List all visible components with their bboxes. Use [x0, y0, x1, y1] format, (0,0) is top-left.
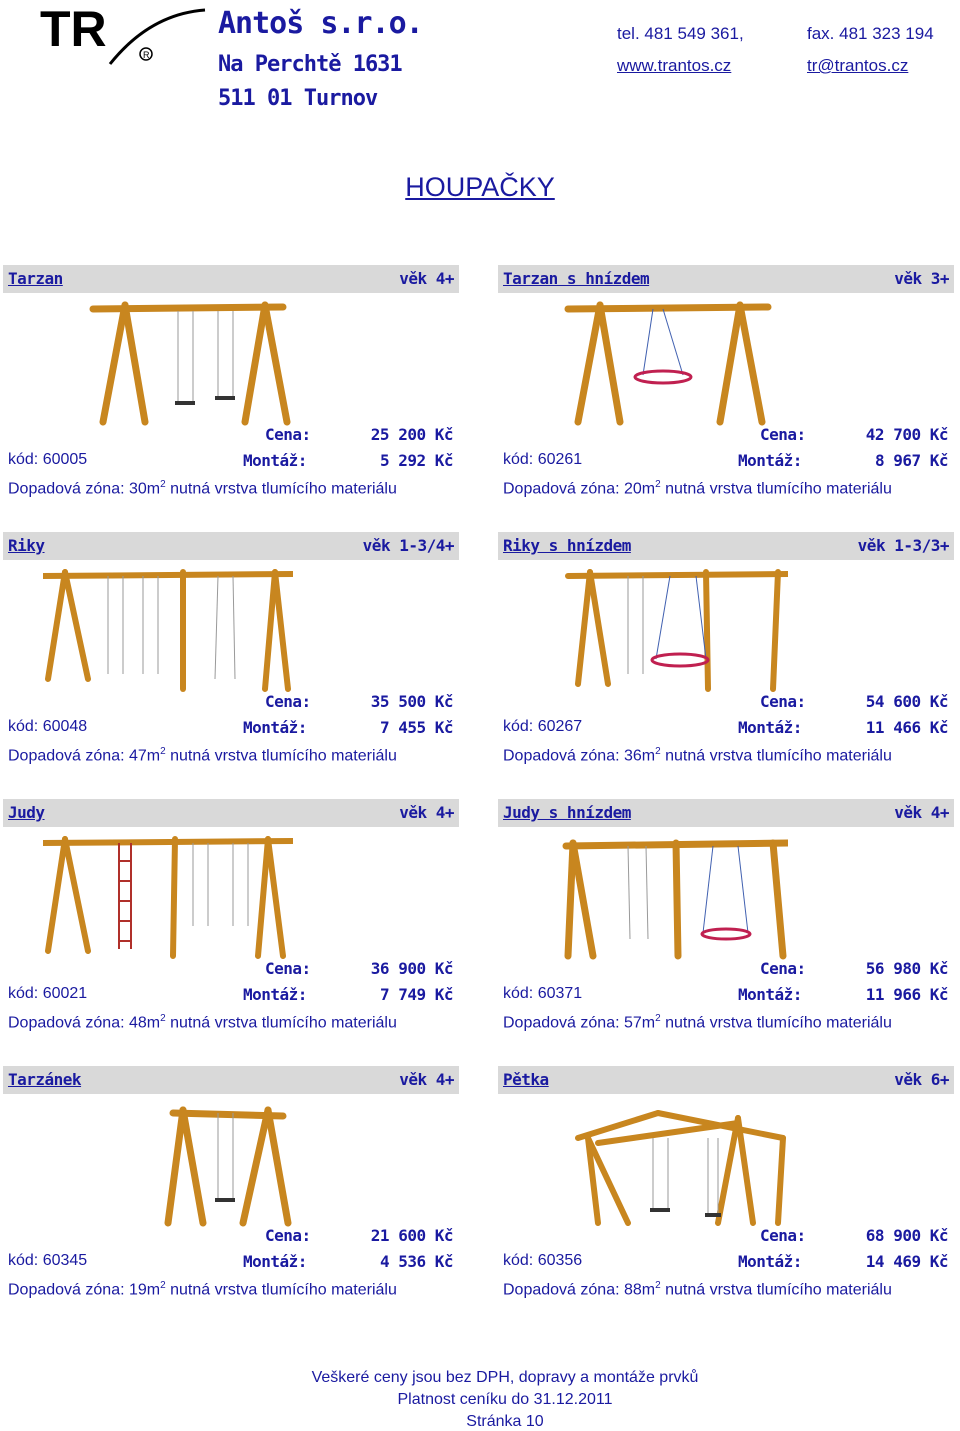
product-code: kód: 60356: [503, 1252, 583, 1269]
price-value: 36 900 Kč: [370, 959, 453, 978]
footer-note: Veškeré ceny jsou bez DPH, dopravy a montáže prvků: [311, 1369, 699, 1386]
product-age: věk 1-3/4+: [362, 536, 454, 555]
product-card: [498, 799, 954, 1044]
product-code: kód: 60048: [8, 718, 88, 735]
product-age: věk 3+: [894, 269, 949, 288]
product-card: [498, 1066, 954, 1311]
page-number: Stránka 10: [466, 1413, 544, 1430]
price-label: Cena:: [760, 1226, 806, 1245]
phone: tel. 481 549 361,: [617, 24, 744, 43]
impact-zone: Dopadová zóna: $20m^2$ nutná vrstva tlumícího materiálu: [503, 479, 892, 498]
impact-zone: Dopadová zóna: $88m^2$ nutná vrstva tlumícího materiálu: [503, 1280, 892, 1299]
price-value: 25 200 Kč: [370, 425, 453, 444]
impact-zone: Dopadová zóna: $19m^2$ nutná vrstva tlumícího materiálu: [8, 1280, 397, 1299]
company-street: Na Perchtě 1631: [218, 52, 402, 77]
product-card: [498, 532, 954, 777]
assembly-label: Montáž:: [738, 451, 802, 470]
swing-image: [43, 564, 293, 694]
svg-text:TR: TR: [40, 4, 107, 57]
price-value: 42 700 Kč: [865, 425, 948, 444]
product-age: věk 1-3/3+: [857, 536, 949, 555]
price-label: Cena:: [265, 692, 311, 711]
product-name: Riky: [8, 536, 45, 555]
impact-zone: Dopadová zóna: $36m^2$ nutná vrstva tlumícího materiálu: [503, 746, 892, 765]
product-code: kód: 60371: [503, 985, 583, 1002]
product-name: Tarzánek: [8, 1070, 82, 1089]
product-age: věk 6+: [894, 1070, 949, 1089]
assembly-value: 4 536 Kč: [379, 1252, 453, 1271]
price-label: Cena:: [265, 959, 311, 978]
product-header-bar: [498, 1066, 954, 1094]
product-age: věk 4+: [399, 1070, 454, 1089]
assembly-value: 5 292 Kč: [379, 451, 453, 470]
product-header-bar: [3, 799, 459, 827]
product-name: Pětka: [503, 1070, 549, 1089]
assembly-value: 7 455 Kč: [379, 718, 453, 737]
product-code: kód: 60021: [8, 985, 88, 1002]
price-label: Cena:: [760, 959, 806, 978]
price-label: Cena:: [265, 1226, 311, 1245]
price-value: 21 600 Kč: [370, 1226, 453, 1245]
product-name: Tarzan s hnízdem: [503, 269, 650, 288]
assembly-value: 11 966 Kč: [865, 985, 948, 1004]
product-name: Riky s hnízdem: [503, 536, 631, 555]
swing-image: [538, 831, 788, 961]
assembly-value: 8 967 Kč: [874, 451, 948, 470]
page-title: HOUPAČKY: [405, 172, 555, 202]
product-card: [3, 799, 459, 1044]
email-link[interactable]: tr@trantos.cz: [807, 56, 909, 75]
assembly-label: Montáž:: [738, 1252, 802, 1271]
price-label: Cena:: [760, 692, 806, 711]
swing-image: [43, 1098, 293, 1228]
impact-zone: Dopadová zóna: $48m^2$ nutná vrstva tlumícího materiálu: [8, 1013, 397, 1032]
assembly-label: Montáž:: [738, 985, 802, 1004]
product-card: [498, 265, 954, 510]
assembly-label: Montáž:: [243, 718, 307, 737]
svg-text:R: R: [143, 50, 150, 60]
company-city: 511 01 Turnov: [218, 86, 378, 111]
product-name: Judy: [8, 803, 45, 822]
impact-zone: Dopadová zóna: $57m^2$ nutná vrstva tlumícího materiálu: [503, 1013, 892, 1032]
swing-image: [538, 564, 788, 694]
product-age: věk 4+: [399, 803, 454, 822]
assembly-value: 14 469 Kč: [865, 1252, 948, 1271]
product-card: [3, 265, 459, 510]
assembly-value: 11 466 Kč: [865, 718, 948, 737]
price-value: 54 600 Kč: [865, 692, 948, 711]
website-link[interactable]: www.trantos.cz: [617, 56, 732, 75]
price-label: Cena:: [265, 425, 311, 444]
price-label: Cena:: [760, 425, 806, 444]
product-header-bar: [3, 265, 459, 293]
product-code: kód: 60345: [8, 1252, 88, 1269]
assembly-label: Montáž:: [243, 1252, 307, 1271]
swing-image: [538, 297, 788, 427]
product-card: [3, 1066, 459, 1311]
fax: fax. 481 323 194: [807, 24, 934, 43]
product-age: věk 4+: [399, 269, 454, 288]
product-code: kód: 60267: [503, 718, 583, 735]
company-name: Antoš s.r.o.: [218, 6, 423, 41]
assembly-label: Montáž:: [243, 451, 307, 470]
price-value: 68 900 Kč: [865, 1226, 948, 1245]
company-logo: [40, 4, 212, 68]
product-name: Tarzan: [8, 269, 63, 288]
product-name: Judy s hnízdem: [503, 803, 631, 822]
assembly-label: Montáž:: [738, 718, 802, 737]
swing-image: [43, 831, 293, 961]
assembly-label: Montáž:: [243, 985, 307, 1004]
price-value: 56 980 Kč: [865, 959, 948, 978]
product-age: věk 4+: [894, 803, 949, 822]
swing-image: [43, 297, 293, 427]
product-card: [3, 532, 459, 777]
product-code: kód: 60005: [8, 451, 88, 468]
impact-zone: Dopadová zóna: $47m^2$ nutná vrstva tlumícího materiálu: [8, 746, 397, 765]
impact-zone: Dopadová zóna: $30m^2$ nutná vrstva tlumícího materiálu: [8, 479, 397, 498]
price-value: 35 500 Kč: [370, 692, 453, 711]
footer-validity: Platnost ceníku do 31.12.2011: [397, 1391, 613, 1408]
swing-image: [538, 1098, 788, 1228]
assembly-value: 7 749 Kč: [379, 985, 453, 1004]
product-code: kód: 60261: [503, 451, 583, 468]
